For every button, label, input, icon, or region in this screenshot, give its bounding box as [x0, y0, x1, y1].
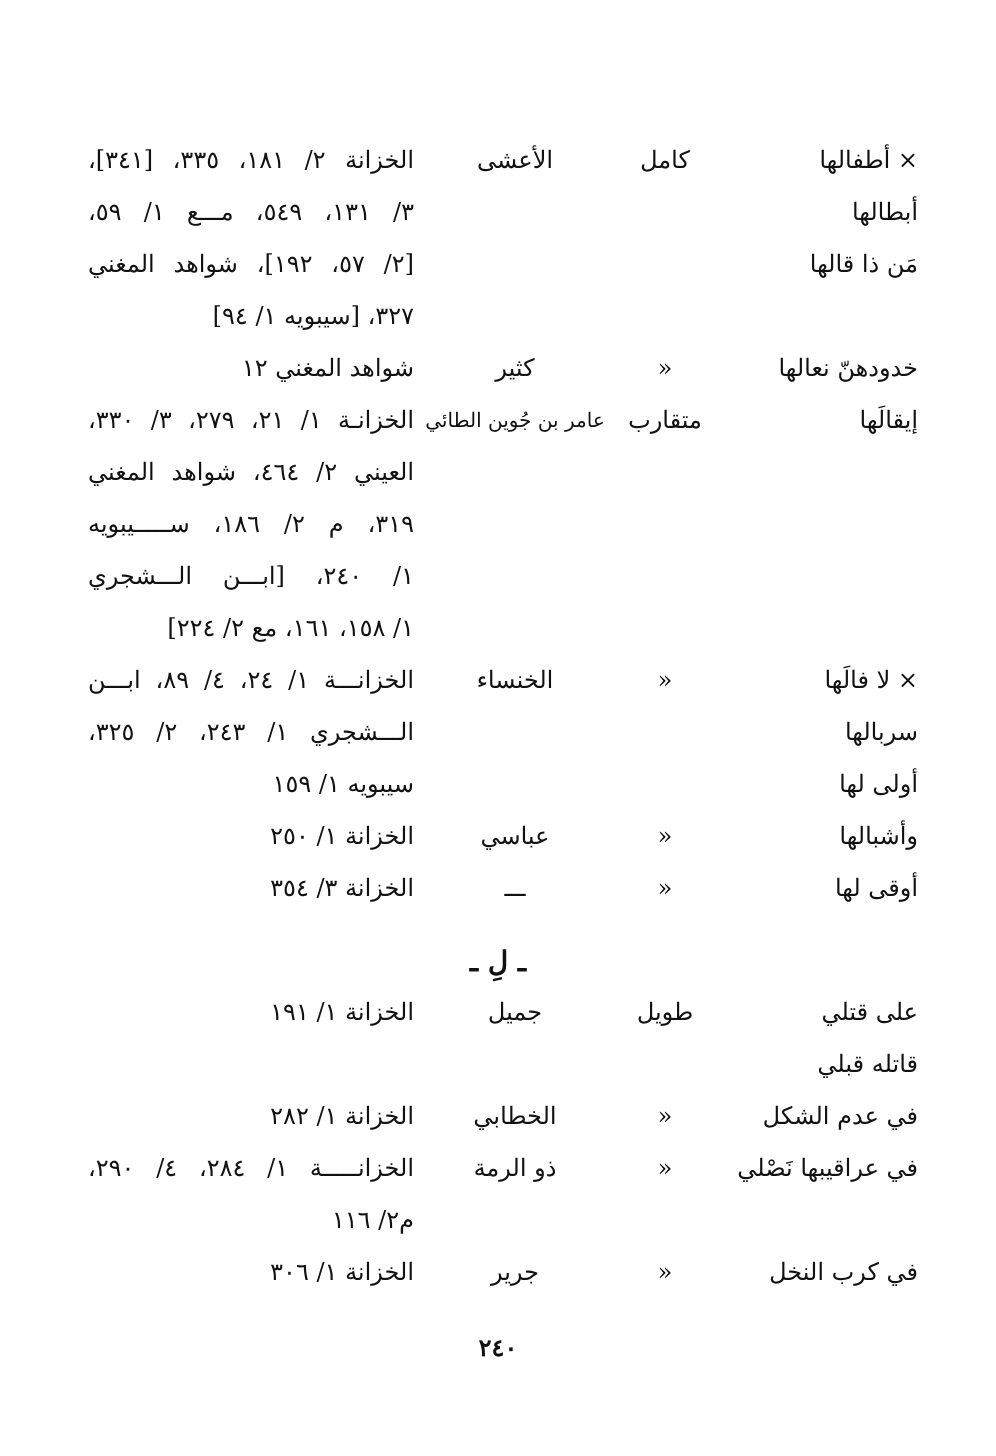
poet: ـــ [504, 874, 526, 902]
source-line: الـــشجري ١/ ٢٤٣، ٢/ ٣٢٥، [88, 718, 415, 746]
meter: « [657, 1154, 673, 1182]
source-line: ٣/ ١٣١، ٥٤٩، مـــع ١/ ٥٩، [88, 198, 415, 226]
source-line: الخزانة ١/ ٢٥٠ [270, 822, 414, 850]
meter: « [657, 822, 673, 850]
source-line: سيبويه ١/ ١٥٩ [272, 770, 414, 798]
poet: عامر بن جُوين الطائي [425, 408, 605, 432]
section-heading: ـ لِ ـ [469, 945, 527, 978]
verse-fragment: أوقى لها [834, 874, 918, 902]
verse-fragment: × أطفالها [819, 146, 918, 174]
poet: ذو الرمة [473, 1154, 557, 1182]
source-line: الخزانـــــة ١/ ٢٨٤، ٤/ ٢٩٠، [88, 1154, 415, 1182]
meter: « [657, 874, 673, 902]
source-line: [٢/ ٥٧، ١٩٢]، شواهد المغني [88, 250, 414, 278]
poet: عباسي [480, 822, 550, 850]
source-line: الخزانة ٢/ ١٨١، ٣٣٥، [٣٤١]، [88, 146, 414, 174]
verse-fragment: خدودهنّ نعالها [778, 354, 918, 382]
source-line: م٢/ ١١٦ [331, 1206, 414, 1234]
meter: « [657, 666, 673, 694]
verse-fragment: في كرب النخل [769, 1258, 918, 1286]
poet: الخطابي [473, 1102, 557, 1130]
source-line: الخزانـــة ١/ ٢٤، ٤/ ٨٩، ابـــن [88, 666, 414, 694]
source-line: ١/ ٢٤٠، [ابـــن الـــشجري [88, 562, 414, 590]
verse-fragment: أولى لها [839, 770, 918, 798]
source-line: ١/ ١٥٨، ١٦١، مع ٢/ ٢٢٤] [167, 614, 414, 642]
verse-fragment: × لا فالَها [824, 666, 918, 694]
source-line: الخزانة ١/ ٢٨٢ [270, 1102, 414, 1130]
source-line: الخزانة ١/ ٣٠٦ [270, 1258, 414, 1286]
source-line: الخزانة ١/ ١٩١ [270, 998, 414, 1026]
poet: الأعشى [476, 146, 554, 174]
meter: « [657, 1258, 673, 1286]
meter: « [657, 354, 673, 382]
verse-fragment: إيقالَها [859, 406, 918, 434]
meter: متقارب [628, 406, 702, 434]
meter: « [657, 1102, 673, 1130]
verse-fragment: في عدم الشكل [762, 1102, 918, 1130]
verse-fragment: أبطالها [851, 198, 918, 226]
page-number: ٢٤٠ [478, 1333, 518, 1362]
verse-fragment: في عراقيبها نَصْلي [737, 1154, 918, 1182]
meter: طويل [636, 998, 694, 1026]
source-line: ٣٢٧، [سيبويه ١/ ٩٤] [212, 302, 414, 330]
source-line: الخزانـة ١/ ٢١، ٢٧٩، ٣/ ٣٣٠، [88, 406, 415, 434]
meter: كامل [640, 146, 690, 174]
verse-fragment: سربالها [844, 718, 918, 746]
poet: جرير [491, 1258, 539, 1286]
poet: الخنساء [476, 666, 554, 694]
verse-fragment: قاتله قبلي [817, 1050, 918, 1078]
verse-fragment: على قتلي [821, 998, 918, 1026]
source-line: العيني ٢/ ٤٦٤، شواهد المغني [88, 458, 414, 486]
verse-fragment: وأشبالها [839, 822, 918, 850]
poet: كثير [495, 354, 535, 382]
verse-fragment: مَن ذا قالها [809, 250, 918, 278]
source-line: ٣١٩، م ٢/ ١٨٦، ســـــيبويه [88, 510, 414, 538]
poet: جميل [487, 998, 543, 1026]
source-line: شواهد المغني ١٢ [241, 354, 414, 382]
source-line: الخزانة ٣/ ٣٥٤ [270, 874, 414, 902]
